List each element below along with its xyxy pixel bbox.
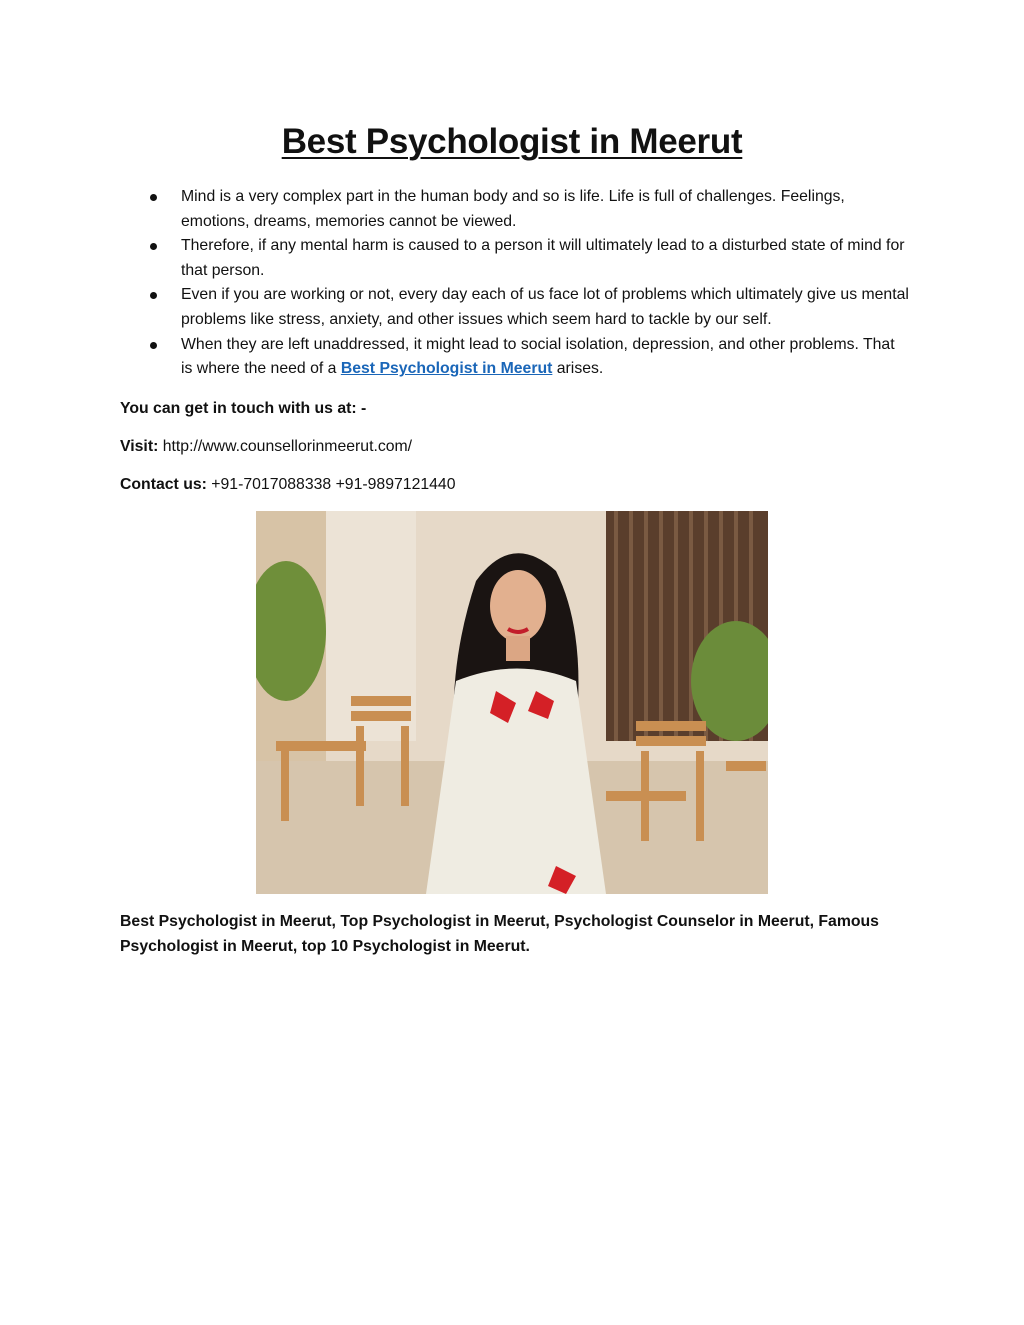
bullet-icon [150, 342, 157, 349]
list-item [120, 234, 910, 283]
bullet-icon [150, 243, 157, 250]
contact-line [120, 474, 456, 496]
bullet-text-end: arises. [552, 360, 604, 378]
visit-label: Visit: [120, 438, 159, 455]
footer-keywords: Best Psychologist in Meerut, Top Psychologist in Meerut, Psychologist Counselor in Meerut, Famous Psychologist in Meerut, top 10 Psychologist in Meerut. [120, 913, 879, 955]
bullet-text: Mind is a very complex part in the human body and so is life. Life is full of challenges. Feelings, emotions, dreams, memories cannot be viewed. [181, 188, 845, 230]
psychologist-photo [256, 511, 768, 894]
bullet-text: When they are left unaddressed, it might lead to social isolation, depression, and other problems. That is where the need of a [181, 335, 895, 378]
visit-url[interactable]: http://www.counsellorinmeerut.com/ [158, 438, 413, 455]
bullet-icon [150, 194, 157, 201]
list-item [120, 333, 910, 382]
psychologist-link[interactable]: Best Psychologist in Meerut [340, 360, 553, 378]
list-item [120, 185, 910, 234]
contact-label: Contact us: [120, 476, 207, 493]
bullet-text: Therefore, if any mental harm is caused to a person it will ultimately lead to a disturbed state of mind for that person. [181, 237, 905, 279]
bullet-icon [150, 292, 157, 299]
bullet-list [120, 185, 910, 382]
contact-intro: You can get in touch with us at: - [120, 400, 367, 417]
list-item [120, 283, 910, 332]
bullet-text: Even if you are working or not, every day each of us face lot of problems which ultimately give us mental problems like stress, anxiety, and other issues which seem hard to tackle by our self. [181, 286, 909, 328]
visit-line [120, 436, 412, 458]
page-title: Best Psychologist in Meerut [281, 122, 743, 161]
contact-phones: +91-7017088338 +91-9897121440 [206, 476, 456, 493]
